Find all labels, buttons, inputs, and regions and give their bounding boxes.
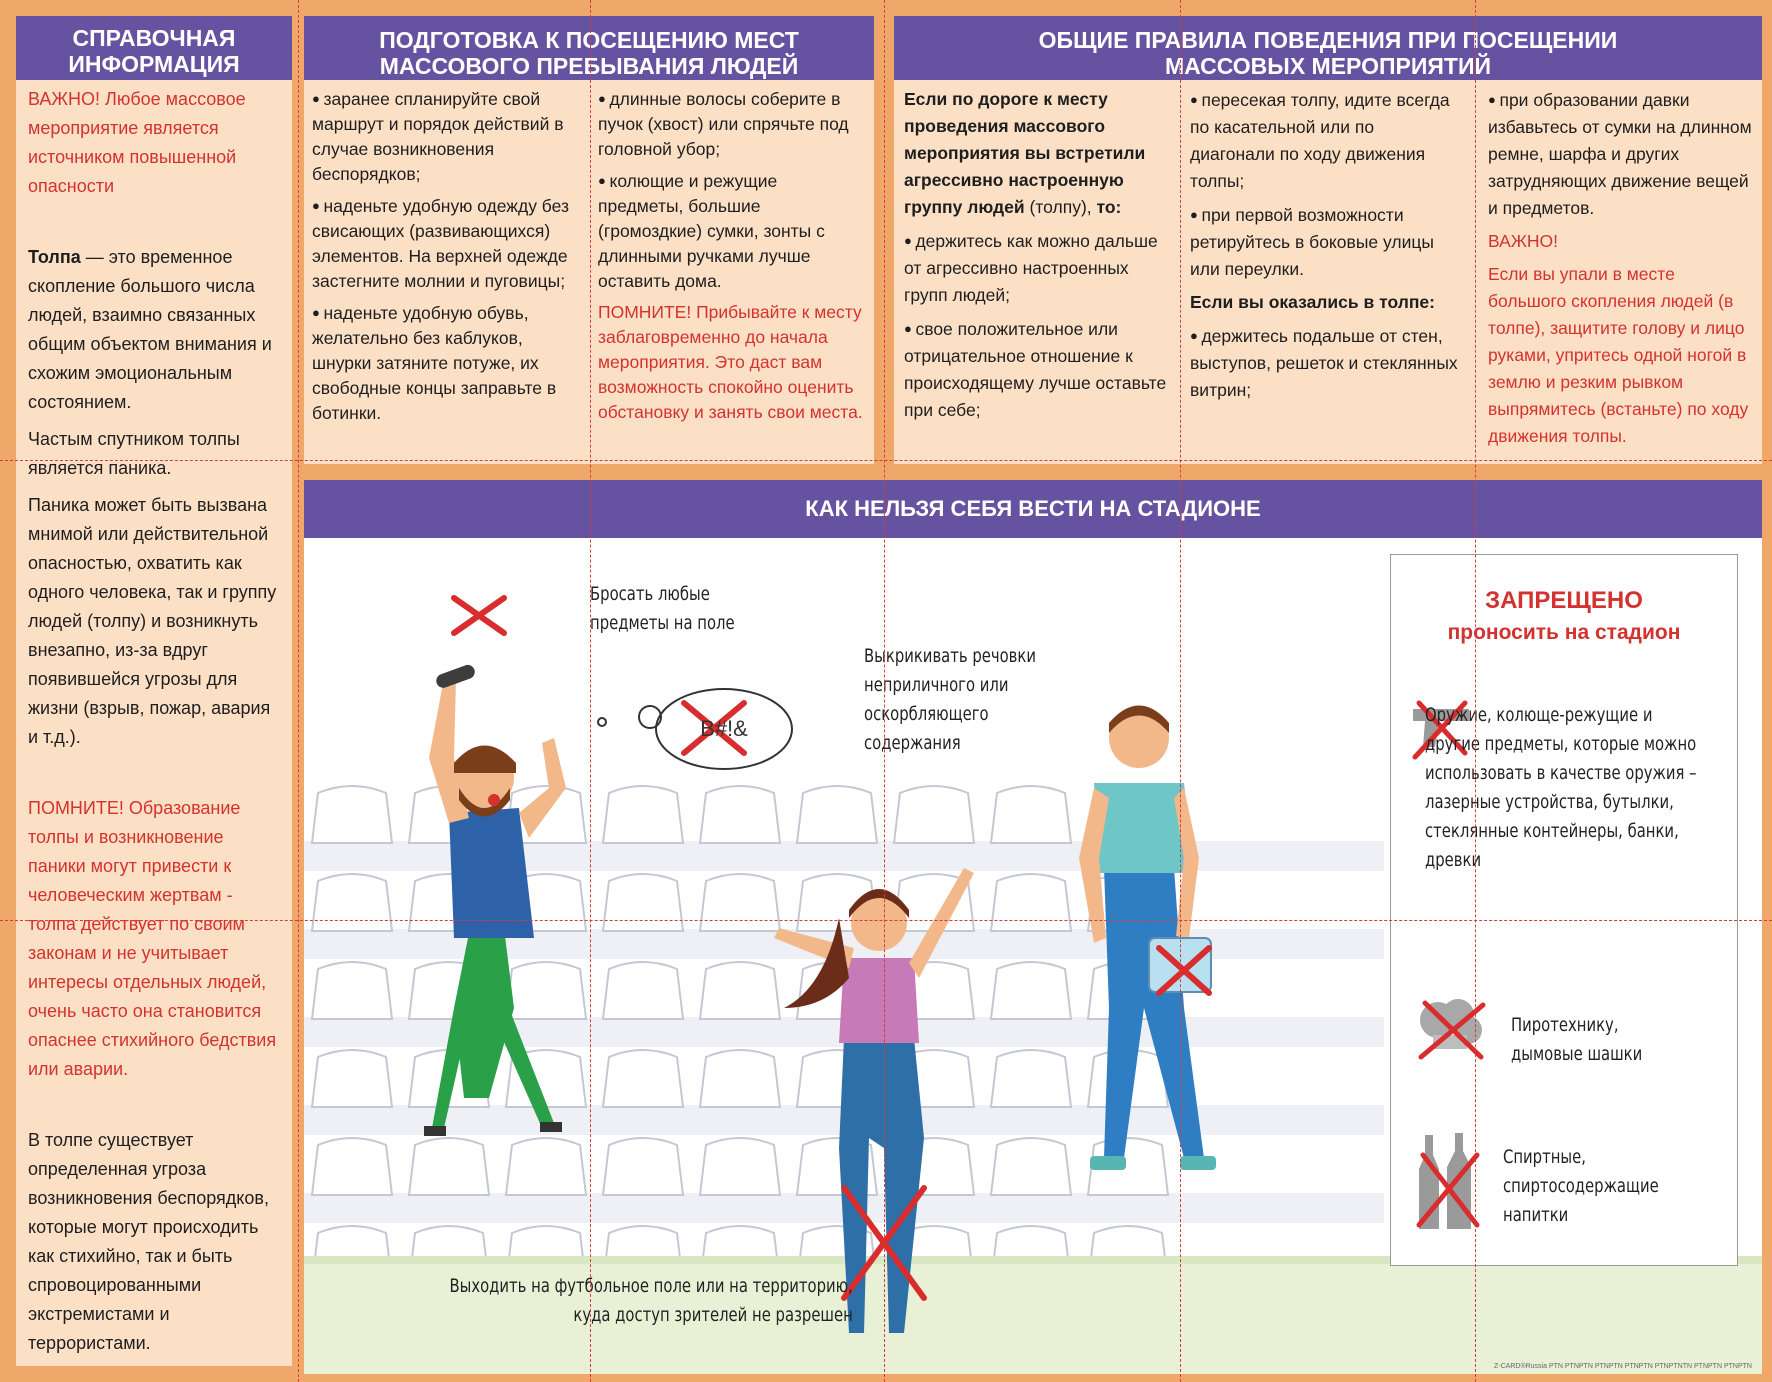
- riots-note: В толпе существует определенная угроза возникновения беспорядков, которые могут происходить как стихийно, так и быть спровоцированными экстремистами и террористами.: [28, 1130, 269, 1353]
- crowd-def: — это временное скопление большого числа людей, взаимно связанных общим объектом внимания и схожим эмоциональным состоянием.: [28, 247, 272, 412]
- rules-intro-plain: (толпу),: [1024, 197, 1097, 217]
- rules-fall: Если вы упали в месте большого скопления людей (в толпе), защитите голову и лицо руками, упритесь одной ногой в землю и резким рывком выпрямитесь (встаньте) по ходу движения толпы.: [1488, 264, 1749, 446]
- rules-crowd-head: Если вы оказались в толпе:: [1190, 292, 1435, 312]
- rules-item: ● при образовании давки избавьтесь от сумки на длинном ремне, шарфа и других затрудняющих движение вещей и предметов.: [1488, 86, 1756, 222]
- rules-intro: [904, 86, 1174, 221]
- stadium-seat: [700, 1050, 780, 1107]
- thought-dot-small: [598, 718, 606, 726]
- prep-item: ● колющие и режущие предметы, большие (громоздкие) сумки, зонты с длинными ручками лучше оставить дома.: [598, 168, 866, 294]
- rules-item: ● при первой возможности ретируйтесь в боковые улицы или переулки.: [1190, 201, 1460, 283]
- stadium-seat: [700, 962, 780, 1019]
- rules-col-b: [1190, 86, 1460, 404]
- stadium-seat: [991, 874, 1071, 931]
- bubble-text: B#!&: [700, 716, 748, 741]
- preparation-header: ПОДГОТОВКА К ПОСЕЩЕНИЮ МЕСТ МАССОВОГО ПРЕБЫВАНИЯ ЛЮДЕЙ: [304, 16, 874, 80]
- prep-item: ● заранее спланируйте свой маршрут и порядок действий в случае возникновения беспорядков;: [312, 86, 574, 187]
- rules-item: ● пересекая толпу, идите всегда по касательной или по диагонали по ходу движения толпы;: [1190, 86, 1460, 195]
- stadium-seat: [603, 1138, 683, 1195]
- prep-item: ● наденьте удобную обувь, желательно без каблуков, шнурки затяните потуже, их свободные концы заправьте в ботинки.: [312, 300, 574, 426]
- stadium-seat: [991, 1138, 1071, 1195]
- forbidden-box: [1390, 554, 1738, 1266]
- caption-shout: Выкрикивать речовки неприличного или оскорбляющего содержания: [864, 645, 1037, 754]
- prep-item: ● наденьте удобную одежду без свисающих (развивающихся) элементов. На верхней одежде застегните молнии и пуговицы;: [312, 193, 574, 294]
- prep-item: ● длинные волосы соберите в пучок (хвост) или спрячьте под головной убор;: [598, 86, 866, 162]
- rules-item: ● держитесь как можно дальше от агрессивно настроенных групп людей;: [904, 227, 1174, 309]
- stadium-header: КАК НЕЛЬЗЯ СЕБЯ ВЕСТИ НА СТАДИОНЕ: [304, 480, 1762, 538]
- weapons-text: Оружие, колюще-режущие и другие предметы, которые можно использовать в качестве оружия – лазерные устройства, бутылки, стеклянные контейнеры, банки, древки: [1425, 704, 1697, 871]
- thought-dot: [639, 706, 661, 728]
- stadium-seat: [312, 874, 392, 931]
- stadium-seat: [797, 786, 877, 843]
- important-note: ВАЖНО! Любое массовое мероприятие является источником повышенной опасности: [28, 89, 246, 196]
- rules-col-a: [904, 86, 1174, 424]
- caption-throw: Бросать любые предметы на поле: [590, 583, 735, 634]
- stadium-seat: [506, 962, 586, 1019]
- prep-remember: ПОМНИТЕ! Прибывайте к месту заблаговременно до начала мероприятия. Это даст вам возможность спокойно оценить обстановку и занять свои места.: [598, 302, 863, 422]
- rules-item: ● держитесь подальше от стен, выступов, решеток и стеклянных витрин;: [1190, 322, 1460, 404]
- forbidden-subtitle: проносить на стадион: [1447, 621, 1681, 644]
- rules-header: ОБЩИЕ ПРАВИЛА ПОВЕДЕНИЯ ПРИ ПОСЕЩЕНИИ МАССОВЫХ МЕРОПРИЯТИЙ: [894, 16, 1762, 80]
- rules-intro-bold: Если по дороге к месту проведения массового мероприятия вы встретили агрессивно настроенную группу людей: [904, 89, 1146, 217]
- fold-guide: [298, 0, 299, 1382]
- panic-companion: Частым спутником толпы является паника.: [28, 429, 240, 478]
- crowd-definition: [28, 243, 284, 417]
- panic-cause: Паника может быть вызвана мнимой или действительной опасностью, охватить как одного человека, так и группу людей (толпу) и возникнуть внезапно, из-за вдруг появившейся угрозы для жизни (взрыв, пожар, авария и т.д.).: [28, 495, 277, 747]
- pyrotechnics-icon: [1413, 995, 1493, 1065]
- stadium-seat: [603, 962, 683, 1019]
- stadium-seat: [700, 786, 780, 843]
- preparation-left: [312, 86, 574, 426]
- stadium-seat: [603, 874, 683, 931]
- alcohol-text: Спиртные, спиртосодержащие напитки: [1503, 1146, 1659, 1226]
- stadium-seat: [700, 874, 780, 931]
- rules-intro-end: то:: [1096, 197, 1122, 217]
- stadium-seat: [991, 962, 1071, 1019]
- caption-field: Выходить на футбольное поле или на территорию, куда доступ зрителей не разрешен: [449, 1275, 853, 1326]
- preparation-right: [598, 86, 866, 425]
- stadium-seat: [991, 786, 1071, 843]
- footer-credit: Z-CARD®Russia PTN PTNPTN PTNPTN PTNPTN PTNPTNTN PTNPTN PTNPTN: [1494, 1363, 1752, 1370]
- stadium-seat: [409, 1138, 489, 1195]
- crowd-term: Толпа: [28, 247, 81, 267]
- pyro-text: Пиротехнику, дымовые шашки: [1511, 1014, 1643, 1065]
- stadium-seat: [312, 786, 392, 843]
- stadium-seat: [894, 786, 974, 843]
- stadium-seat: [991, 1050, 1071, 1107]
- stadium-seat: [700, 1138, 780, 1195]
- stadium-seat: [603, 786, 683, 843]
- stadium-seat: [312, 962, 392, 1019]
- stadium-seat: [312, 1050, 392, 1107]
- alcohol-icon: [1415, 1125, 1481, 1235]
- reference-header: СПРАВОЧНАЯ ИНФОРМАЦИЯ: [16, 16, 292, 80]
- rules-col-c: [1488, 86, 1756, 450]
- stadium-seat: [506, 1138, 586, 1195]
- rules-important: ВАЖНО!: [1488, 231, 1559, 251]
- stadium-scene: [304, 538, 1762, 1374]
- forbidden-title: ЗАПРЕЩЕНО: [1485, 587, 1643, 614]
- reference-text: [28, 85, 284, 1358]
- stadium-seat: [603, 1050, 683, 1107]
- rules-item: ● свое положительное или отрицательное отношение к происходящему лучше оставьте при себе;: [904, 315, 1174, 424]
- remember-note: ПОМНИТЕ! Образование толпы и возникновение паники могут привести к человеческим жертвам - толпа действует по своим законам и не учитывает интересы отдельных людей, очень часто она становится опаснее стихийного бедствия или аварии.: [28, 798, 277, 1079]
- stadium-seat: [312, 1138, 392, 1195]
